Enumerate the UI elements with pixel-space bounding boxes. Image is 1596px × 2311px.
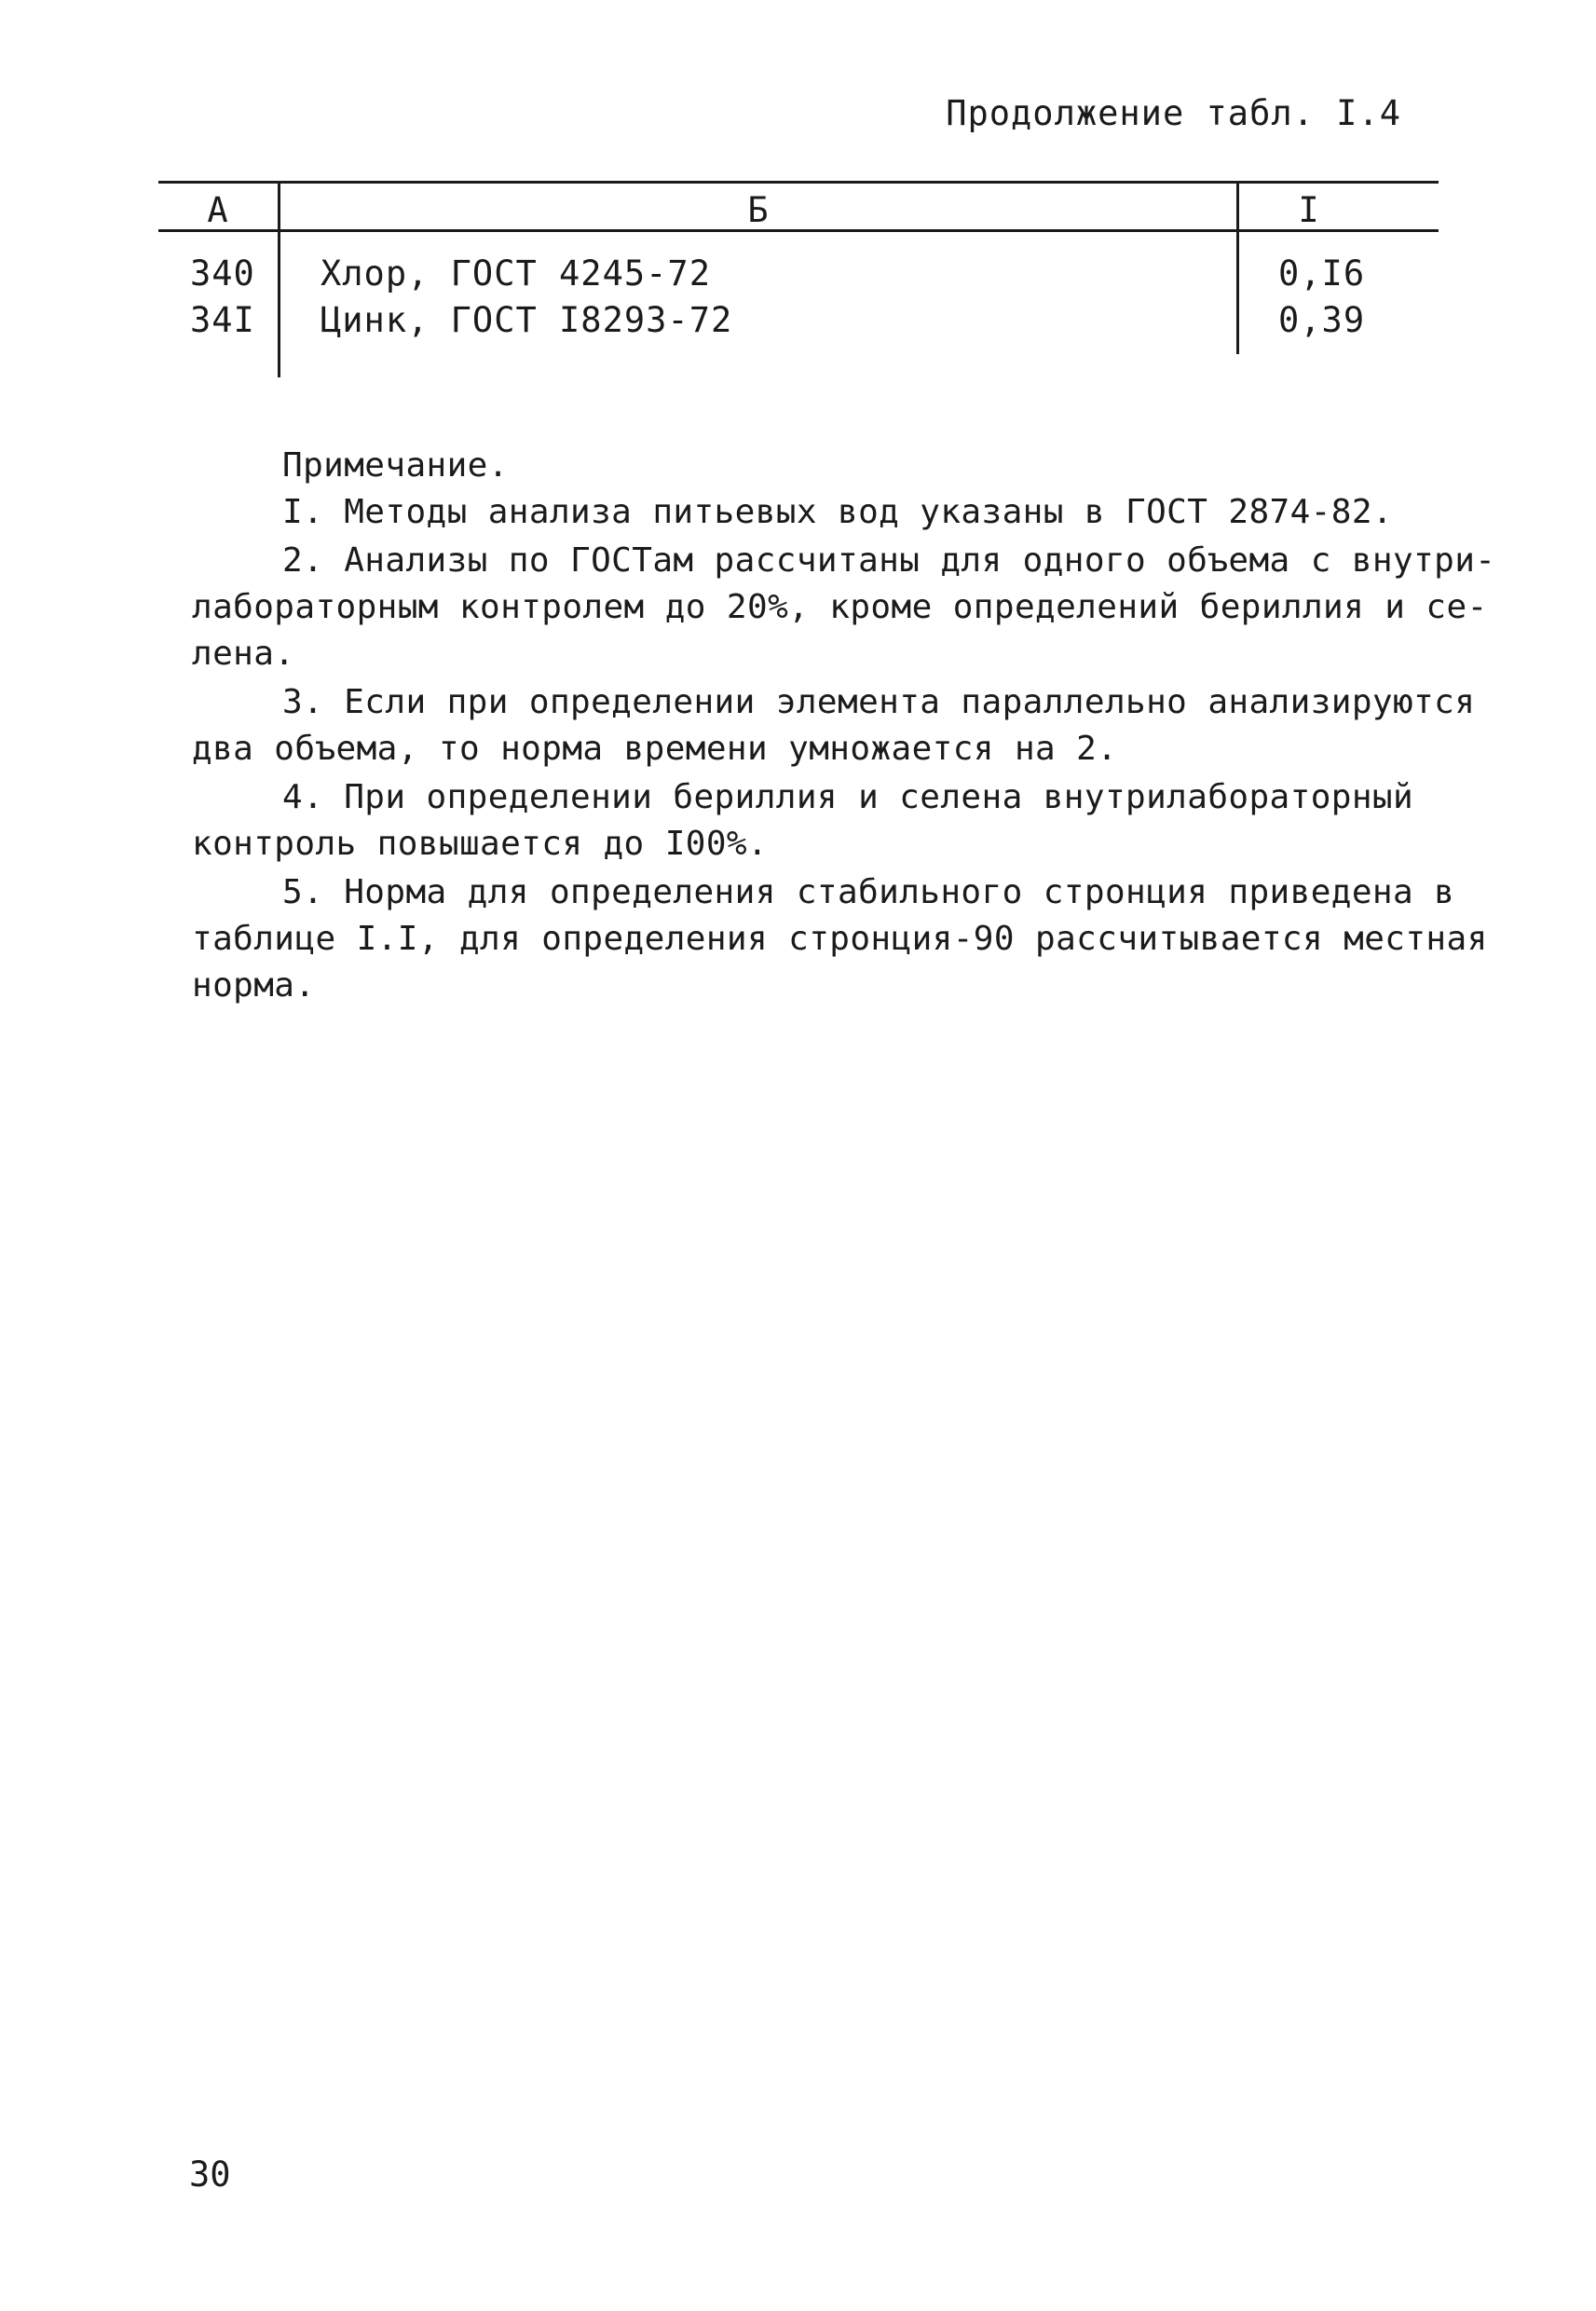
- note-5-line-1: 5. Норма для определения стабильного стронция приведена в: [282, 873, 1455, 911]
- note-4-line-1: 4. При определении бериллия и селена внутрилабораторный: [282, 778, 1414, 816]
- note-2-line-1: 2. Анализы по ГОСТам рассчитаны для одного объема с внутри-: [282, 541, 1496, 580]
- table-row-2-number: 34I: [190, 300, 255, 340]
- table-row-2-value: 0,39: [1278, 300, 1366, 340]
- table-continuation-caption: Продолжение табл. I.4: [946, 93, 1401, 133]
- note-3-line-2: два объема, то норма времени умножается на 2.: [192, 730, 1118, 768]
- table-row-1-number: 340: [190, 253, 255, 294]
- notes-title: Примечание.: [282, 446, 509, 485]
- note-4-line-2: контроль повышается до I00%.: [192, 825, 769, 863]
- note-5-line-3: норма.: [192, 966, 316, 1005]
- table-row-1-name: Хлор, ГОСТ 4245-72: [321, 253, 711, 294]
- table-top-rule: [158, 181, 1439, 184]
- column-header-b: Б: [747, 190, 770, 230]
- column-header-i: I: [1298, 190, 1320, 230]
- page-number: 30: [189, 2154, 231, 2195]
- note-2-line-3: лена.: [192, 635, 295, 673]
- note-3-line-1: 3. Если при определении элемента параллельно анализируются: [282, 683, 1476, 721]
- note-1-line-1: I. Методы анализа питьевых вод указаны в ГОСТ 2874-82.: [282, 493, 1393, 531]
- table-row-1-value: 0,I6: [1278, 253, 1366, 294]
- note-2-line-2: лабораторным контролем до 20%, кроме определений бериллия и се-: [192, 588, 1488, 626]
- notes-section: [192, 443, 1496, 1009]
- column-header-a: А: [207, 190, 229, 230]
- table-row-2-name: Цинк, ГОСТ I8293-72: [321, 300, 733, 340]
- note-5-line-2: таблице I.I, для определения стронция-90 рассчитывается местная: [192, 920, 1488, 958]
